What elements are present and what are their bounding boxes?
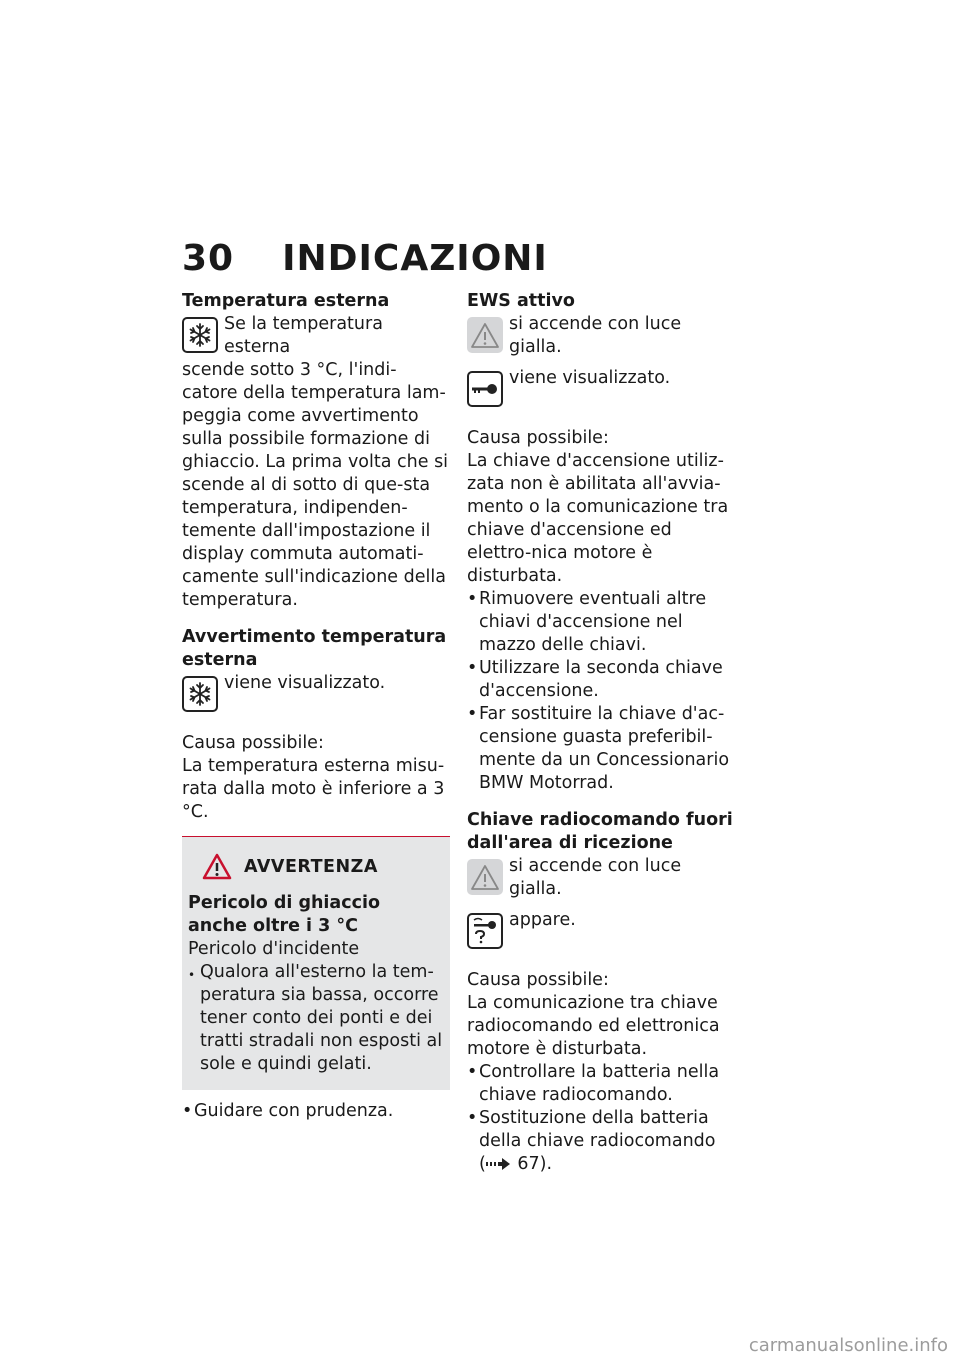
chapter-title: INDICAZIONI	[282, 238, 548, 279]
left-column	[182, 290, 450, 1123]
warning-box-label: AVVERTENZA	[244, 856, 378, 877]
temperature-line-1: Se la temperatura esterna	[224, 314, 383, 357]
page-number: 30	[182, 238, 235, 279]
page-reference: ( 67).	[479, 1154, 553, 1174]
watermark: carmanualsonline.info	[748, 1335, 948, 1356]
ews-cause: La chiave d'accensione utiliz-zata non è abilitata all'avvia-mento o la comunicazione tra chiave d'accensione ed elettro-nica motore è disturbata.	[467, 451, 729, 586]
radio-list	[467, 1061, 737, 1153]
radio-appears-text: appare.	[509, 910, 576, 930]
warning-light-icon	[467, 317, 503, 353]
radio-key-question-icon	[467, 913, 503, 949]
ews-key-row	[467, 367, 737, 413]
right-column	[467, 290, 737, 1176]
warning-triangle-icon	[202, 853, 232, 880]
list-item: • Controllare la batteria nella chiave radiocomando.	[467, 1061, 737, 1107]
list-item: • Rimuovere eventuali altre chiavi d'accensione nel mazzo delle chiavi.	[467, 588, 737, 657]
warning-box-list	[188, 961, 444, 1076]
snowflake-icon	[182, 317, 218, 353]
section-title-ews: EWS attivo	[467, 291, 575, 311]
radio-cause-label: Causa possibile:	[467, 970, 609, 990]
radio-cause: La comunicazione tra chiave radiocomando ed elettronica motore è disturbata.	[467, 993, 720, 1059]
radio-key-row	[467, 909, 737, 955]
warning-cause-label: Causa possibile:	[182, 733, 324, 753]
ews-light-row	[467, 313, 737, 359]
arrow-right-icon	[486, 1157, 512, 1171]
section-title-radio-key: Chiave radiocomando fuori dall'area di ricezione	[467, 810, 733, 853]
section-title-temperature: Temperatura esterna	[182, 291, 390, 311]
page-header	[182, 238, 548, 282]
temperature-intro	[182, 313, 450, 382]
radio-light-row	[467, 855, 737, 901]
section-title-warning: Avvertimento temperatura esterna	[182, 627, 447, 670]
radio-light-text: si accende con luce gialla.	[509, 856, 682, 899]
warning-box-header	[202, 853, 444, 880]
warning-box-subtitle: Pericolo d'incidente	[188, 939, 360, 959]
temperature-body: catore della temperatura lam-peggia come avvertimento sulla possibile formazione di ghiaccio. La prima volta che si scende al di sotto di que-sta temperatura, indipenden-temente dall'impostazione il display commuta automati-camente sull'indicazione della temperatura.	[182, 383, 449, 610]
ews-light-text: si accende con luce gialla.	[509, 314, 682, 357]
warning-box-title: Pericolo di ghiaccio anche oltre i 3 °C	[188, 893, 381, 936]
ews-cause-label: Causa possibile:	[467, 428, 609, 448]
warning-box	[182, 836, 450, 1090]
temperature-line-2: scende sotto 3 °C, l'indi-	[182, 360, 397, 380]
ews-shown-text: viene visualizzato.	[509, 368, 671, 388]
after-list	[182, 1100, 450, 1123]
warning-shown-text: viene visualizzato.	[224, 673, 386, 693]
list-item: • Sostituzione della batteria della chiave radiocomando	[467, 1107, 737, 1153]
list-item: • Guidare con prudenza.	[182, 1100, 450, 1123]
key-icon	[467, 371, 503, 407]
warning-light-icon	[467, 859, 503, 895]
warning-cause: La temperatura esterna misu-rata dalla moto è inferiore a 3 °C.	[182, 756, 445, 822]
warning-icon-row	[182, 672, 450, 718]
list-item: • Utilizzare la seconda chiave d'accensione.	[467, 657, 737, 703]
page-reference-number: 67).	[517, 1154, 553, 1174]
list-item: • Qualora all'esterno la tem-peratura sia bassa, occorre tener conto dei ponti e dei tratti stradali non esposti al sole e quindi gelati.	[188, 961, 444, 1076]
list-item: • Far sostituire la chiave d'ac-censione guasta preferibil-mente da un Concessionario BMW Motorrad.	[467, 703, 737, 795]
ews-list	[467, 588, 737, 795]
snowflake-icon	[182, 676, 218, 712]
